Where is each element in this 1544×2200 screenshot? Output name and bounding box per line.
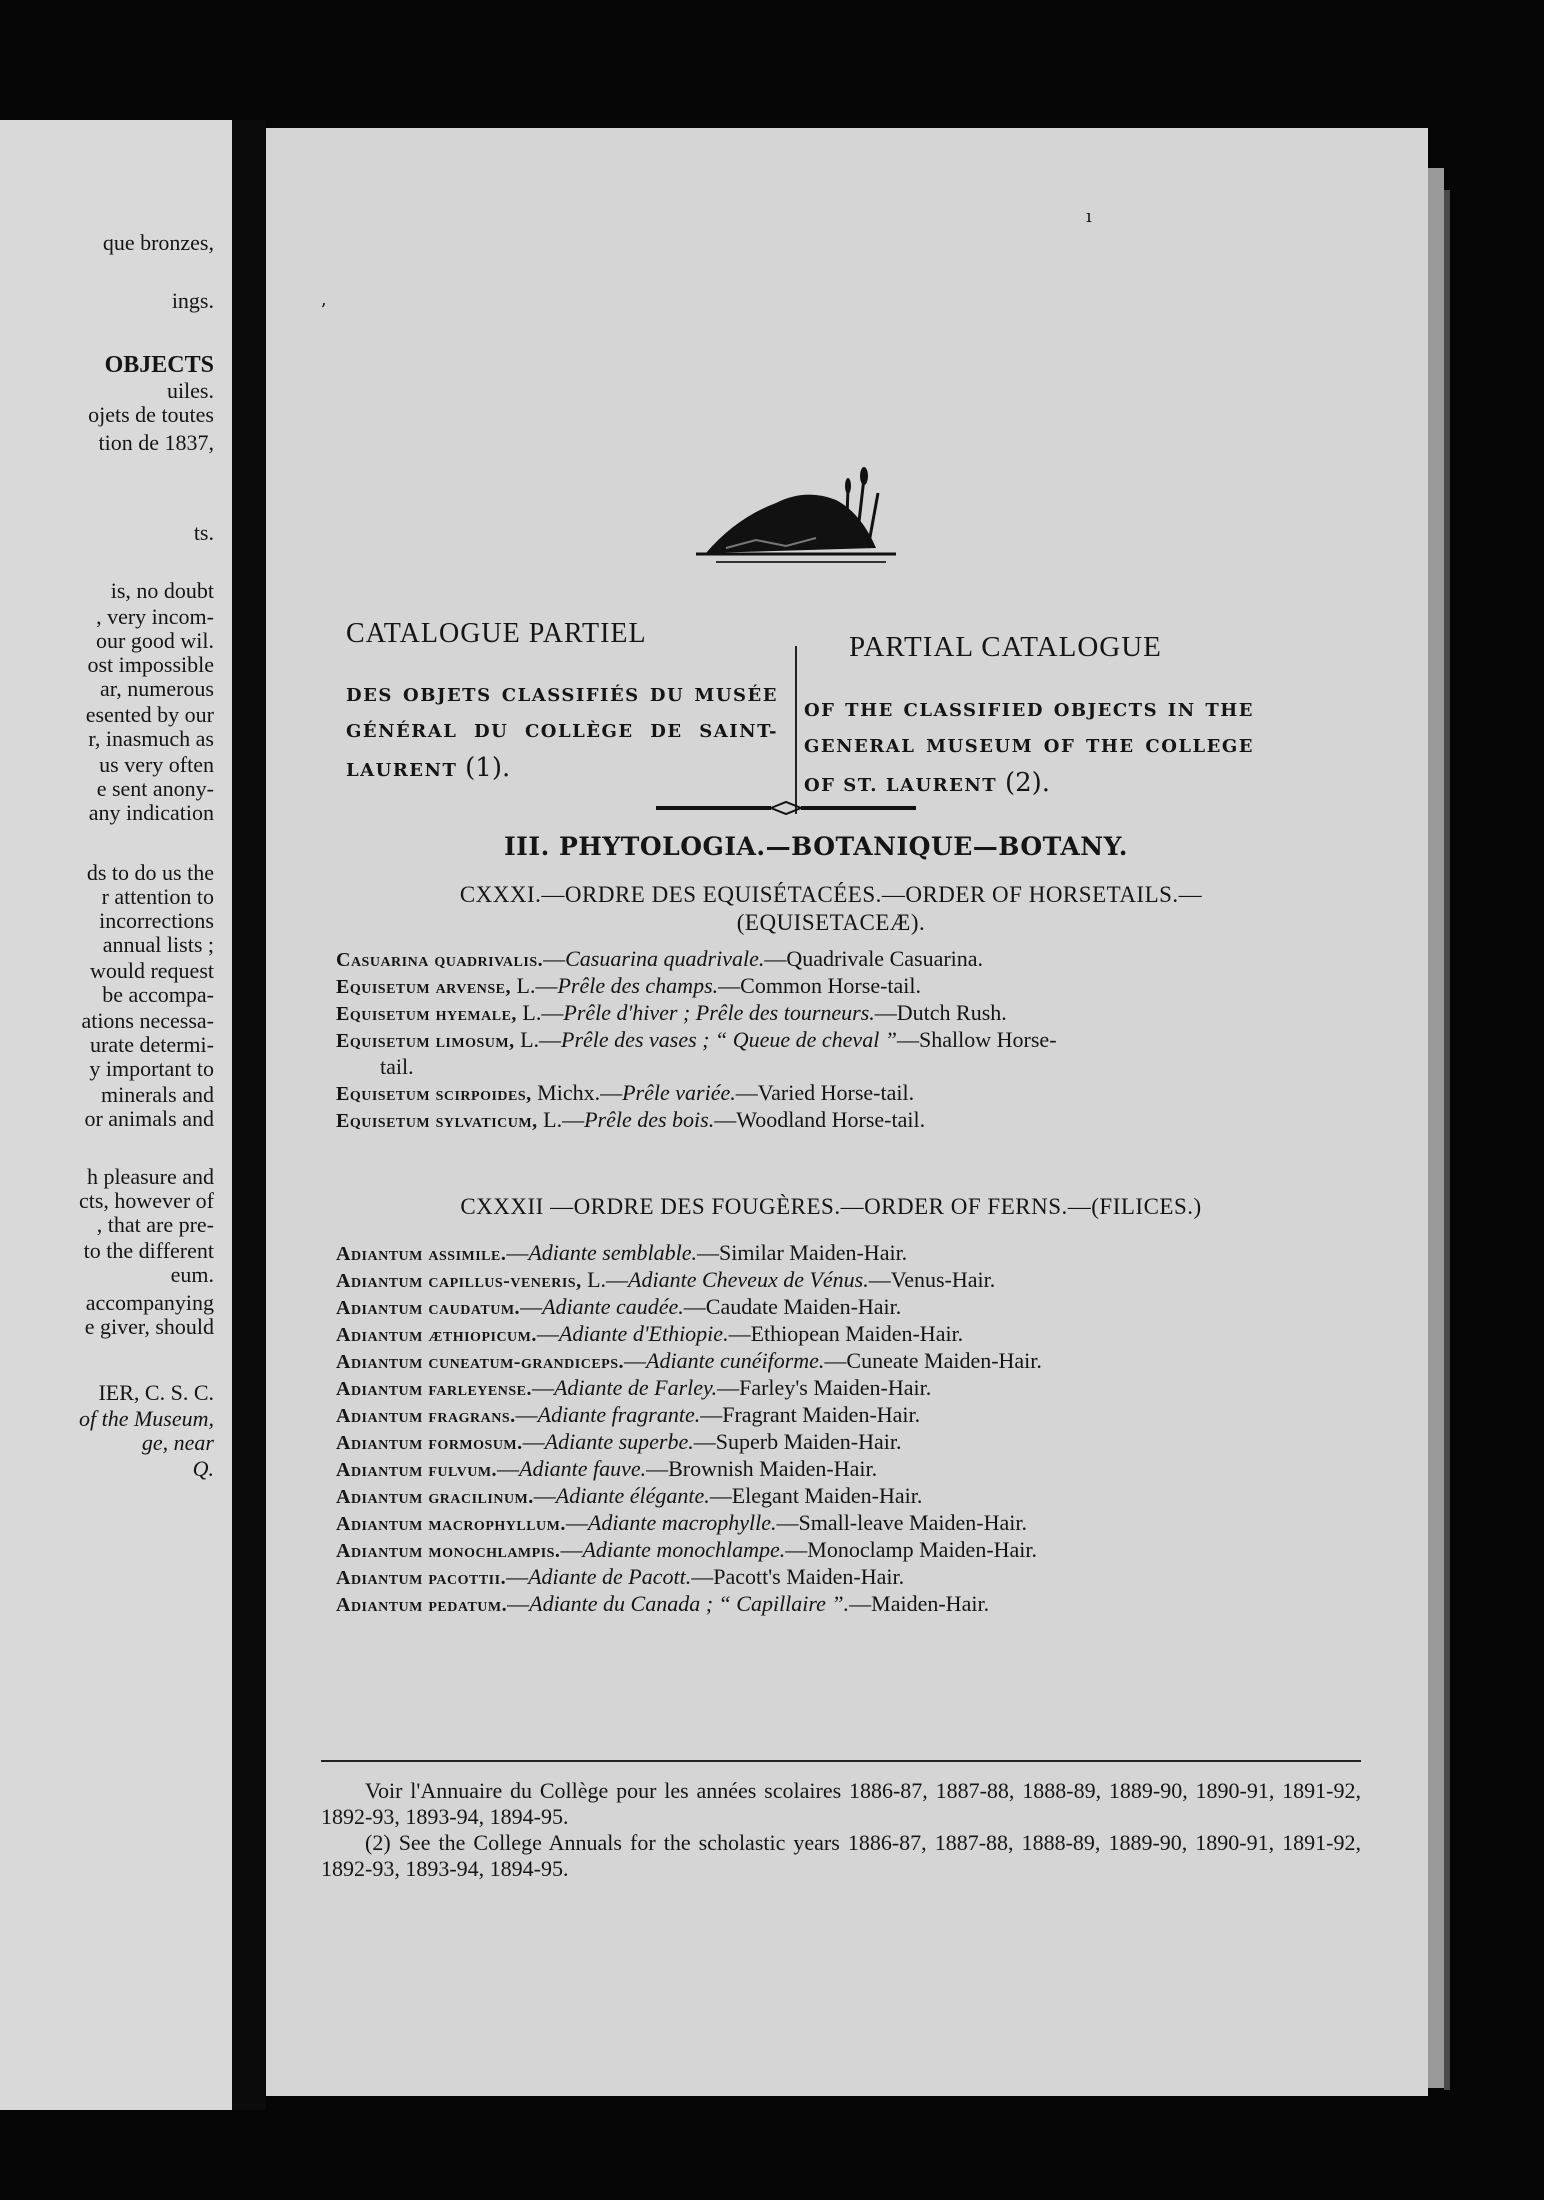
previous-page-line: of the Museum, xyxy=(78,1406,214,1431)
order-heading-horsetails xyxy=(346,881,1316,937)
previous-page-line: ost impossible xyxy=(87,652,214,677)
latin-name: Adiantum pacottii. xyxy=(336,1567,507,1589)
previous-page-line: is, no doubt xyxy=(110,578,214,603)
french-name: Casuarina quadrivale. xyxy=(565,946,765,971)
english-name: —Shallow Horse- xyxy=(897,1027,1057,1052)
latin-name: Equisetum scirpoides, xyxy=(336,1083,532,1105)
latin-name: Adiantum gracilinum. xyxy=(336,1486,534,1508)
catalogue-entry xyxy=(336,1348,1356,1375)
previous-page-line: our good wil. xyxy=(96,628,214,653)
english-title: PARTIAL CATALOGUE xyxy=(849,631,1162,663)
catalogue-entry xyxy=(336,1483,1356,1510)
french-name: Adiante semblable. xyxy=(528,1240,697,1265)
catalogue-page xyxy=(266,128,1428,2096)
latin-name: Adiantum formosum. xyxy=(336,1432,523,1454)
previous-page-line: would request xyxy=(89,958,214,983)
catalogue-entry xyxy=(336,1027,1356,1080)
previous-page-line: ar, numerous xyxy=(100,676,214,701)
previous-page-line: , very incom- xyxy=(96,604,214,629)
english-name: —Farley's Maiden-Hair. xyxy=(717,1375,932,1400)
authority-separator: — xyxy=(624,1348,647,1373)
authority-separator: — xyxy=(507,1591,530,1616)
french-name: Adiante de Farley. xyxy=(553,1375,718,1400)
footnote-ref-2: (2). xyxy=(1004,768,1051,798)
french-name: Adiante macrophylle. xyxy=(587,1510,777,1535)
latin-name: Adiantum æthiopicum. xyxy=(336,1324,537,1346)
authority-separator: — xyxy=(515,1402,538,1427)
previous-page-line: , that are pre- xyxy=(96,1212,214,1237)
authority-separator: — xyxy=(506,1564,529,1589)
english-name: —Ethiopean Maiden-Hair. xyxy=(728,1321,964,1346)
english-name: —Similar Maiden-Hair. xyxy=(697,1240,908,1265)
previous-page-line: uiles. xyxy=(166,378,214,403)
previous-page-line: any indication xyxy=(88,800,214,825)
previous-page-line: que bronzes, xyxy=(102,230,214,255)
previous-page-line: eum. xyxy=(170,1262,214,1287)
authority-separator: — xyxy=(497,1456,520,1481)
authority-separator: — xyxy=(520,1294,543,1319)
previous-page-line: or animals and xyxy=(84,1106,214,1131)
previous-page-line: incorrections xyxy=(99,908,214,933)
latin-name: Adiantum fragrans. xyxy=(336,1405,516,1427)
latin-name: Casuarina quadrivalis. xyxy=(336,949,544,971)
authority-separator: — xyxy=(543,946,566,971)
catalogue-entry xyxy=(336,946,1356,973)
english-name: —Elegant Maiden-Hair. xyxy=(709,1483,923,1508)
previous-page-line: e sent anony- xyxy=(96,776,214,801)
latin-name: Adiantum farleyense. xyxy=(336,1378,532,1400)
catalogue-entry xyxy=(336,1456,1356,1483)
french-name: Prêle variée. xyxy=(622,1080,736,1105)
authority-separator: L.— xyxy=(514,1027,562,1052)
ornamental-rule xyxy=(656,800,916,816)
previous-page-line: Q. xyxy=(192,1456,214,1481)
previous-page-line: ings. xyxy=(171,288,214,313)
ink-speck: ʼ xyxy=(320,300,326,321)
previous-page-line: esented by our xyxy=(85,702,214,727)
previous-page-line: cts, however of xyxy=(78,1188,214,1213)
authority-separator: — xyxy=(522,1429,545,1454)
english-name: —Cuneate Maiden-Hair. xyxy=(824,1348,1042,1373)
latin-name: Adiantum macrophyllum. xyxy=(336,1513,566,1535)
english-subtitle xyxy=(804,693,1254,804)
latin-name: Adiantum caudatum. xyxy=(336,1297,521,1319)
footnote-2: (2) See the College Annuals for the scholastic years 1886-87, 1887-88, 1888-89, 1889-90, 1890-91, 1891-92, 1892-93, 1893-94, 1894-95. xyxy=(321,1830,1361,1881)
latin-name: Adiantum capillus-veneris, xyxy=(336,1270,582,1292)
latin-name: Adiantum pedatum. xyxy=(336,1594,508,1616)
order-heading-line: (EQUISETACEÆ). xyxy=(736,910,926,935)
authority-separator: Michx.— xyxy=(531,1080,623,1105)
french-name: Prêle des champs. xyxy=(557,973,719,998)
catalogue-entry xyxy=(336,1240,1356,1267)
authority-separator: L.— xyxy=(516,1000,564,1025)
page-edge xyxy=(1428,168,1444,2088)
authority-separator: L.— xyxy=(537,1107,585,1132)
catalogue-entry xyxy=(336,1080,1356,1107)
french-title: CATALOGUE PARTIEL xyxy=(346,618,647,649)
english-name: —Pacott's Maiden-Hair. xyxy=(691,1564,905,1589)
french-name: Prêle des vases ; “ Queue de cheval ” xyxy=(561,1027,898,1052)
french-name: Prêle des bois. xyxy=(584,1107,715,1132)
previous-page-line: ts. xyxy=(193,520,214,545)
authority-separator: — xyxy=(531,1375,554,1400)
previous-page-line: urate determi- xyxy=(90,1032,214,1057)
french-name: Adiante élégante. xyxy=(555,1483,710,1508)
latin-name: Equisetum limosum, xyxy=(336,1030,515,1052)
previous-page-line: tion de 1837, xyxy=(98,430,214,455)
catalogue-entry xyxy=(336,1375,1356,1402)
french-name: Adiante fauve. xyxy=(519,1456,647,1481)
english-name: —Brownish Maiden-Hair. xyxy=(646,1456,878,1481)
footnote-ref-1: (1). xyxy=(465,753,511,783)
english-name: —Superb Maiden-Hair. xyxy=(693,1429,902,1454)
previous-page-line: minerals and xyxy=(100,1082,214,1107)
english-name: —Dutch Rush. xyxy=(874,1000,1007,1025)
french-name: Prêle d'hiver ; Prêle des tourneurs. xyxy=(563,1000,875,1025)
catalogue-entry xyxy=(336,1321,1356,1348)
french-subtitle xyxy=(346,678,778,789)
page-edge-shadow xyxy=(1444,190,1450,2090)
english-name: —Maiden-Hair. xyxy=(849,1591,990,1616)
french-name: Adiante superbe. xyxy=(544,1429,694,1454)
section-title: III. PHYTOLOGIA.—BOTANIQUE—BOTANY. xyxy=(503,832,1128,861)
previous-page-line: us very often xyxy=(99,752,214,777)
french-name: Adiante fragrante. xyxy=(537,1402,701,1427)
authority-separator: — xyxy=(536,1321,559,1346)
english-name: —Caudate Maiden-Hair. xyxy=(683,1294,902,1319)
entry-continuation: tail. xyxy=(380,1054,414,1079)
authority-separator: — xyxy=(506,1240,529,1265)
french-name: Adiante du Canada ; “ Capillaire ”. xyxy=(529,1591,850,1616)
latin-name: Adiantum cuneatum-grandiceps. xyxy=(336,1351,625,1373)
latin-name: Adiantum assimile. xyxy=(336,1243,507,1265)
previous-page-line: ge, near xyxy=(141,1430,214,1455)
catalogue-entry xyxy=(336,1591,1356,1618)
footnote-rule xyxy=(321,1760,1361,1762)
french-name: Adiante caudée. xyxy=(542,1294,684,1319)
fern-entries xyxy=(336,1240,1356,1618)
order-heading-line: CXXXI.—ORDRE DES EQUISÉTACÉES.—ORDER OF HORSETAILS.— xyxy=(459,882,1203,907)
catalogue-entry xyxy=(336,1429,1356,1456)
column-divider xyxy=(795,646,797,814)
english-name: —Monoclamp Maiden-Hair. xyxy=(785,1537,1038,1562)
previous-page-line: annual lists ; xyxy=(102,932,214,957)
latin-name: Equisetum hyemale, xyxy=(336,1003,517,1025)
english-name: —Small-leave Maiden-Hair. xyxy=(776,1510,1027,1535)
previous-page-line: h pleasure and xyxy=(86,1164,214,1189)
previous-page-line: r attention to xyxy=(101,884,214,909)
latin-name: Adiantum monochlampis. xyxy=(336,1540,561,1562)
catalogue-entry xyxy=(336,1510,1356,1537)
english-name: —Woodland Horse-tail. xyxy=(714,1107,926,1132)
catalogue-entry xyxy=(336,1267,1356,1294)
latin-name: Equisetum sylvaticum, xyxy=(336,1110,538,1132)
catalogue-entry xyxy=(336,1107,1356,1134)
authority-separator: L.— xyxy=(511,973,558,998)
english-subtitle-text: OF THE CLASSIFIED OBJECTS IN THE GENERAL MUSEUM OF THE COLLEGE OF ST. LAURENT xyxy=(804,700,1254,796)
previous-page-line: ojets de toutes xyxy=(88,402,214,427)
english-name: —Venus-Hair. xyxy=(868,1267,996,1292)
french-name: Adiante monochlampe. xyxy=(582,1537,786,1562)
authority-separator: L.— xyxy=(581,1267,629,1292)
previous-page-line: IER, C. S. C. xyxy=(98,1380,214,1405)
previous-page-line: y important to xyxy=(89,1056,214,1081)
french-name: Adiante cunéiforme. xyxy=(646,1348,825,1373)
french-name: Adiante de Pacott. xyxy=(528,1564,692,1589)
english-name: —Fragrant Maiden-Hair. xyxy=(700,1402,921,1427)
catalogue-entry xyxy=(336,973,1356,1000)
order-heading-line: CXXXII —ORDRE DES FOUGÈRES.—ORDER OF FERNS.—(FILICES.) xyxy=(460,1194,1202,1219)
ink-speck: ı xyxy=(1086,206,1092,227)
authority-separator: — xyxy=(565,1510,588,1535)
previous-page-line: OBJECTS xyxy=(104,352,214,378)
english-name: —Varied Horse-tail. xyxy=(735,1080,915,1105)
beaver-lodge-emblem xyxy=(696,458,906,578)
french-name: Adiante Cheveux de Vénus. xyxy=(628,1267,869,1292)
previous-page-line: e giver, should xyxy=(84,1314,214,1339)
french-subtitle-text: DES OBJETS CLASSIFIÉS DU MUSÉE GÉNÉRAL DU COLLÈGE DE SAINT-LAURENT xyxy=(346,685,778,781)
latin-name: Equisetum arvense, xyxy=(336,976,511,998)
previous-page-line: to the different xyxy=(83,1238,214,1263)
catalogue-entry xyxy=(336,1000,1356,1027)
authority-separator: — xyxy=(533,1483,556,1508)
catalogue-entry xyxy=(336,1564,1356,1591)
catalogue-entry xyxy=(336,1402,1356,1429)
latin-name: Adiantum fulvum. xyxy=(336,1459,498,1481)
catalogue-entry xyxy=(336,1294,1356,1321)
english-name: —Common Horse-tail. xyxy=(718,973,922,998)
french-name: Adiante d'Ethiopie. xyxy=(558,1321,729,1346)
order-heading-ferns xyxy=(346,1193,1316,1221)
previous-page-line: ds to do us the xyxy=(86,860,214,885)
previous-page-line: accompanying xyxy=(85,1290,214,1315)
previous-page-line: ations necessa- xyxy=(81,1008,214,1033)
horsetail-entries xyxy=(336,946,1356,1134)
english-name: —Quadrivale Casuarina. xyxy=(764,946,984,971)
previous-page-fragment xyxy=(0,120,232,2110)
book-gutter xyxy=(232,120,266,2110)
previous-page-line: r, inasmuch as xyxy=(88,726,214,751)
footnote-1: Voir l'Annuaire du Collège pour les années scolaires 1886-87, 1887-88, 1888-89, 1889-90, 1890-91, 1891-92, 1892-93, 1893-94, 1894-95. xyxy=(321,1778,1361,1829)
catalogue-entry xyxy=(336,1537,1356,1564)
previous-page-line: be accompa- xyxy=(102,982,214,1007)
authority-separator: — xyxy=(560,1537,583,1562)
